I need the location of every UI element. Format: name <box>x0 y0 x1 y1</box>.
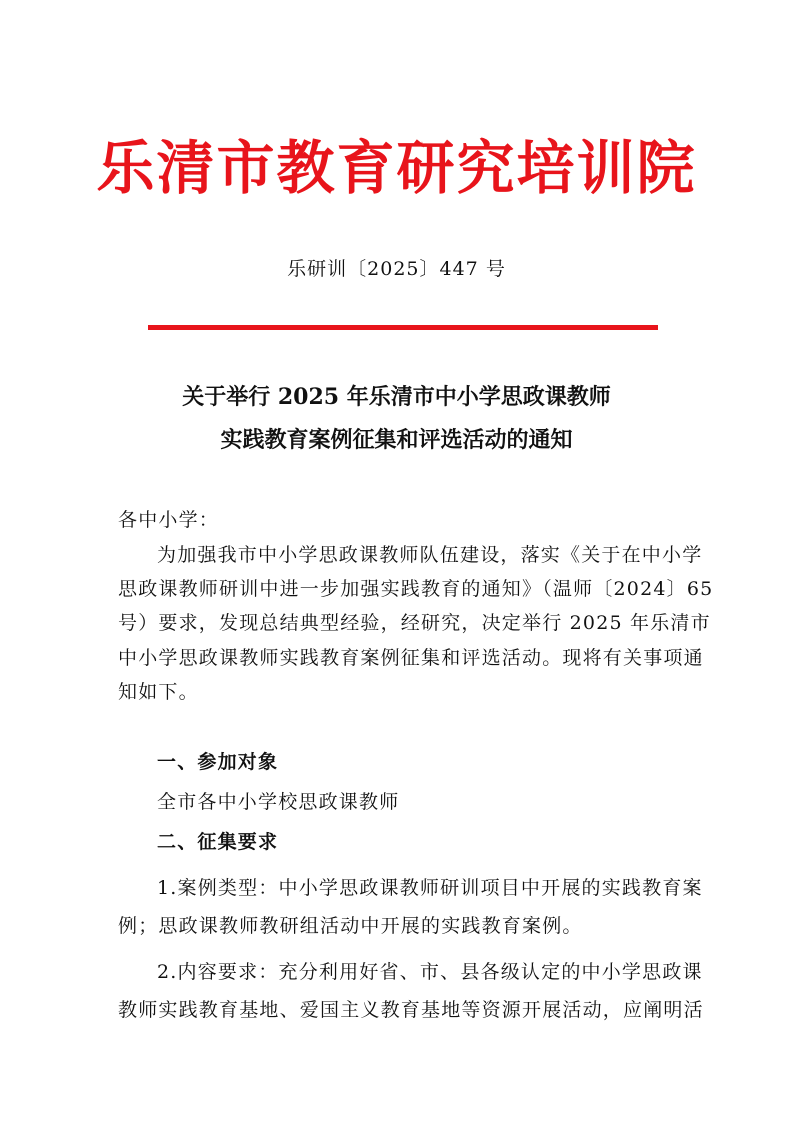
intro-line-1: 为加强我市中小学思政课教师队伍建设，落实《关于在中小学 <box>157 544 703 566</box>
intro-line-3: 号）要求，发现总结典型经验，经研究，决定举行 2025 年乐清市 <box>118 612 711 634</box>
red-divider-rule <box>148 325 658 330</box>
section-2-item-1-line-2: 例；思政课教师教研组活动中开展的实践教育案例。 <box>118 915 583 937</box>
section-1-content: 全市各中小学校思政课教师 <box>157 791 400 813</box>
organization-header: 乐清市教育研究培训院 <box>96 134 697 202</box>
section-2-heading: 二、征集要求 <box>157 831 279 853</box>
salutation: 各中小学： <box>118 509 220 531</box>
intro-line-4: 中小学思政课教师实践教育案例征集和评选活动。现将有关事项通 <box>118 647 704 669</box>
section-2-item-1-line-1: 1.案例类型：中小学思政课教师研训项目中开展的实践教育案 <box>157 877 703 899</box>
document-number: 乐研训〔2025〕447 号 <box>287 258 506 280</box>
notice-title-line-1: 关于举行 2025 年乐清市中小学思政课教师 <box>182 384 611 410</box>
section-2-item-2-line-2: 教师实践教育基地、爱国主义教育基地等资源开展活动，应阐明活 <box>118 999 704 1021</box>
section-2-item-2-line-1: 2.内容要求：充分利用好省、市、县各级认定的中小学思政课 <box>157 961 703 983</box>
notice-title-line-2: 实践教育案例征集和评选活动的通知 <box>220 427 573 453</box>
intro-line-2: 思政课教师研训中进一步加强实践教育的通知》（温师〔2024〕65 <box>118 578 714 600</box>
intro-line-5: 知如下。 <box>118 681 199 703</box>
section-1-heading: 一、参加对象 <box>157 751 279 773</box>
